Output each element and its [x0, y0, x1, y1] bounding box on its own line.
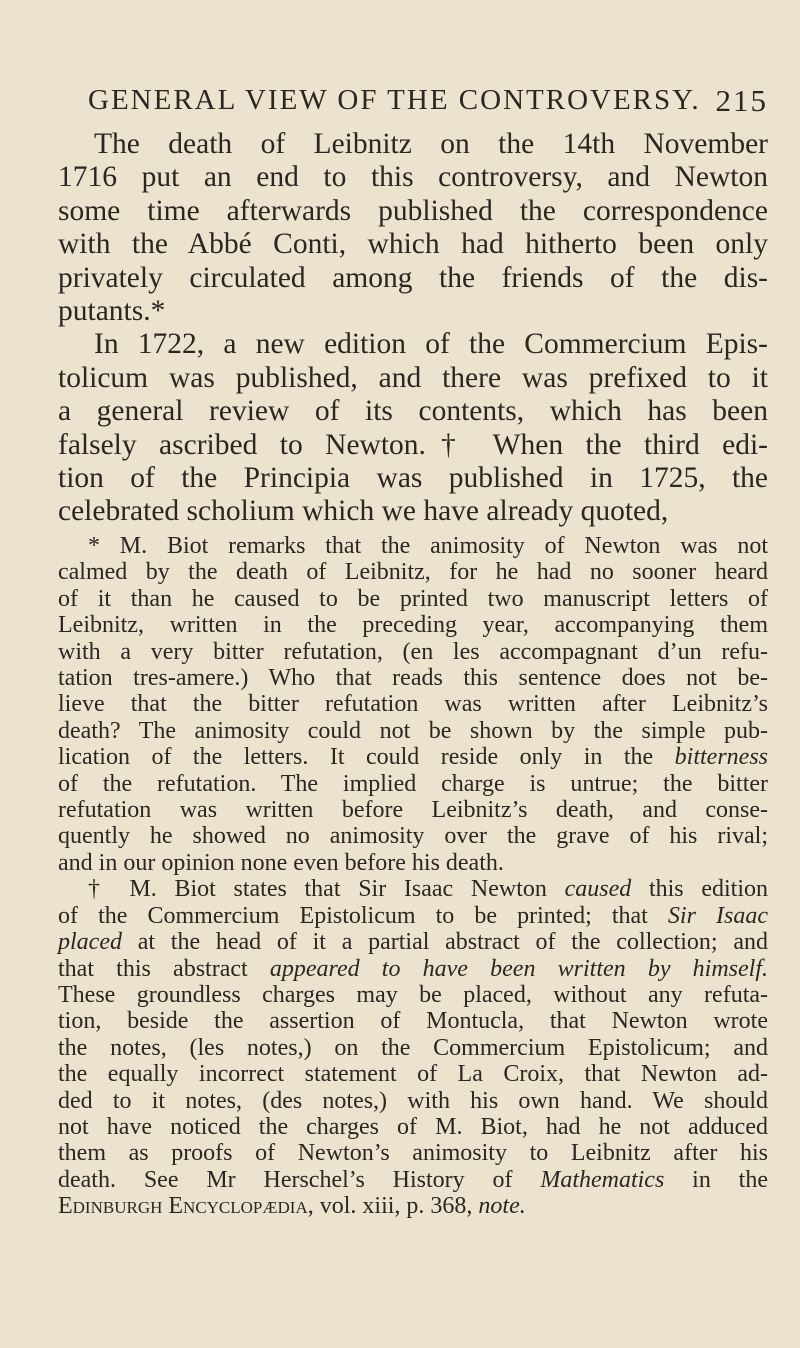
footnote-line: refutation was written before Leibnitz’s death, and conse-	[58, 797, 768, 824]
footnote-text: , vol. xiii, p. 368,	[307, 1193, 479, 1220]
footnote-line: calmed by the death of Leibnitz, for he had no sooner heard	[58, 559, 768, 586]
footnote-text: in the	[664, 1166, 768, 1193]
footnote-text: lication of the letters. It could reside only in the	[58, 744, 675, 771]
footnote-italic: caused	[564, 876, 632, 903]
footnote-line: tation tres-amere.) Who that reads this sentence does not be-	[58, 665, 768, 692]
footnote-text: this edition	[631, 876, 768, 903]
footnote-line	[58, 1167, 768, 1193]
footnote-line: them as proofs of Newton’s animosity to Leibnitz after his	[58, 1140, 768, 1167]
footnote-line	[58, 1193, 768, 1219]
footnote-line	[58, 903, 768, 929]
running-head	[88, 84, 768, 117]
footnote-line	[58, 744, 768, 770]
footnote-italic: note.	[478, 1193, 526, 1220]
footnote-line: lieve that the bitter refutation was written after Leibnitz’s	[58, 691, 768, 718]
footnote-small-caps: Edinburgh Encyclopædia	[58, 1193, 308, 1220]
footnote-italic: placed	[58, 929, 122, 956]
footnote-line: of the refutation. The implied charge is untrue; the bitter	[58, 770, 768, 797]
footnote-text: that this abstract	[58, 955, 270, 982]
text-line: with the Abbé Conti, which had hitherto been only	[58, 228, 768, 261]
footnote-italic: Mathematics	[540, 1166, 665, 1193]
footnote-line: quently he showed no animosity over the grave of his rival;	[58, 823, 768, 850]
text-line: The death of Leibnitz on the 14th November	[94, 128, 768, 160]
footnote-italic: Sir Isaac	[667, 902, 768, 929]
text-line: In 1722, a new edition of the Commercium Epis-	[94, 328, 768, 361]
footnote-italic: bitterness	[674, 744, 768, 771]
main-text	[58, 128, 768, 529]
text-line: 1716 put an end to this controversy, and Newton	[58, 161, 768, 194]
footnote-line: not have noticed the charges of M. Biot, had he not adduced	[58, 1113, 768, 1140]
footnote-line: death? The animosity could not be shown by the simple pub-	[58, 717, 768, 744]
footnote-line: tion, beside the assertion of Montucla, that Newton wrote	[58, 1008, 768, 1035]
footnote-2	[58, 876, 768, 1219]
footnote-line: * M. Biot remarks that the animosity of Newton was not	[88, 533, 768, 559]
text-line: celebrated scholium which we have already quoted,	[58, 495, 669, 528]
footnote-line: These groundless charges may be placed, without any refuta-	[58, 981, 768, 1008]
text-line: putants.*	[58, 295, 166, 328]
footnote-text: of the Commercium Epistolicum to be printed; that	[58, 902, 668, 929]
footnote-1	[58, 533, 768, 876]
page-number: 215	[715, 83, 768, 118]
footnote-line	[58, 876, 768, 902]
footnote-line	[58, 929, 768, 955]
footnote-line: the notes, (les notes,) on the Commercium Epistolicum; and	[58, 1034, 768, 1061]
footnote-text: † M. Biot states that Sir Isaac Newton	[88, 876, 565, 903]
text-line: tion of the Principia was published in 1725, the	[58, 462, 768, 495]
footnote-line: of it than he caused to be printed two manuscript letters of	[58, 585, 768, 612]
text-line: tolicum was published, and there was prefixed to it	[58, 361, 768, 394]
footnote-italic: appeared to have been written by himself.	[269, 955, 768, 982]
footnote-line: the equally incorrect statement of La Croix, that Newton ad-	[58, 1061, 768, 1088]
footnote-line: and in our opinion none even before his death.	[58, 849, 504, 876]
text-line: a general review of its contents, which has been	[58, 395, 768, 428]
footnote-line	[58, 956, 768, 982]
text-line: some time afterwards published the correspondence	[58, 194, 768, 227]
footnote-line: ded to it notes, (des notes,) with his own hand. We should	[58, 1087, 768, 1114]
text-line: privately circulated among the friends of the dis-	[58, 261, 768, 294]
footnotes	[58, 533, 768, 1220]
text-line: falsely ascribed to Newton.† When the third edi-	[58, 428, 768, 461]
footnote-line: Leibnitz, written in the preceding year, accompanying them	[58, 612, 768, 639]
footnote-line: with a very bitter refutation, (en les accompagnant d’un refu-	[58, 638, 768, 665]
footnote-text: at the head of it a partial abstract of the collection; and	[121, 929, 768, 956]
footnote-text: death. See Mr Herschel’s History of	[58, 1166, 541, 1193]
running-title: GENERAL VIEW OF THE CONTROVERSY.	[88, 84, 701, 116]
